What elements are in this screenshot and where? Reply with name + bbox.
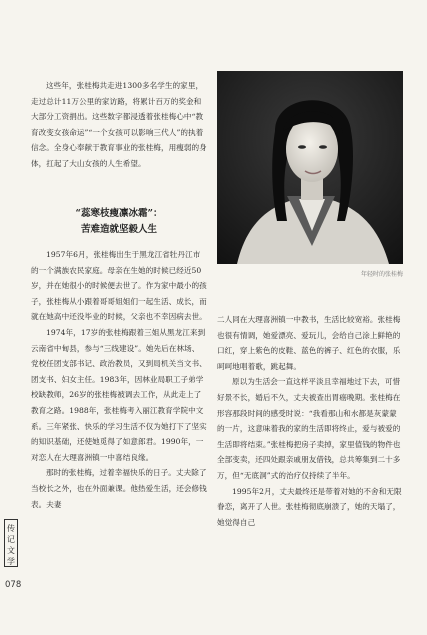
photo-caption: 年轻时的张桂梅 <box>360 271 403 278</box>
paragraph: 1957年6月，张桂梅出生于黑龙江省牡丹江市的一个满族农民家庭。母亲在生她的时候已经近50岁，并在她很小的时候便去世了。作为家中最小的孩子，张桂梅从小跟着哥哥姐姐们一起生活、成长，而就在她高中还没毕业的时候，父亲也不幸因病去世。 <box>31 250 207 322</box>
paragraph: 那时的张桂梅，过着幸福快乐的日子。丈夫除了当校长之外，也在外面兼课。他热爱生活，还会修钱表。夫妻 <box>31 468 207 509</box>
section-label-char: 学 <box>7 557 15 566</box>
right-column <box>217 312 403 530</box>
section-heading-line-1: “蕊寒枝瘦凛冰霜”： <box>75 208 163 219</box>
section-label <box>4 519 18 567</box>
intro-paragraph: 这些年，张桂梅共走进1300多名学生的家里，走过总计11万公里的家访路，将累计百万的奖金和大部分工资捐出。这些数字都浸透着张桂梅心中“教育改变女孩命运”“一个女孩可以影响三代人”的执着信念。全身心奉献于教育事业的张桂梅，用瘦弱的身体，扛起了大山女孩的人生希望。 <box>31 81 207 168</box>
section-heading-line-2: 苦难造就坚毅人生 <box>80 224 157 235</box>
paragraph: 原以为生活会一直这样平淡且幸福地过下去，可惜好景不长，婚后不久，丈夫被查出胃癌晚期。张桂梅在形容那段时间的感受时说：“我看那山和水都是灰蒙蒙的一片，这意味着我的家的生活即将终止，爱与被爱的生活即将结束。”张桂梅把房子卖掉，家里值钱的物件也全部变卖，还四处跟亲戚朋友借钱，总共筹集到二十多万，但“无底洞”式的治疗仅持续了半年。 <box>217 377 401 480</box>
left-column <box>31 247 207 512</box>
section-heading <box>31 206 207 238</box>
page-number: 078 <box>5 580 22 590</box>
section-label-char: 记 <box>7 535 15 544</box>
paragraph: 二人同在大理喜洲镇一中教书，生活比较宽裕。张桂梅也很有情调，她爱漂亮、爱玩儿，会给自己涂上鲜艳的口红，穿上紫色的皮鞋、蓝色的裤子、红色的衣服，乐呵呵地唱着歌，跳起舞。 <box>217 315 401 371</box>
portrait-photo <box>217 71 403 264</box>
section-label-char: 文 <box>7 546 15 555</box>
paragraph: 1974年，17岁的张桂梅跟着三姐从黑龙江来到云南省中甸县，参与“三线建设”。她先后在林场、党校任团支部书记、政治教员，又到局机关当文书、团支书、妇女主任。1983年，因林业局职工子弟学校缺教师，26岁的张桂梅被调去工作，从此走上了教育之路。1988年，张桂梅考入丽江教育学院中文系。三年紧张、快乐的学习生活不仅为她打下了坚实的知识基础，还使她觅得了如意郎君。1990年，一对恋人在大理喜洲镇一中喜结良缘。 <box>31 327 207 462</box>
paragraph: 1995年2月，丈夫最终还是带着对她的不舍和无限眷恋，离开了人世。张桂梅彻底崩溃了，她的天塌了，她觉得自己 <box>217 486 402 527</box>
section-label-char: 传 <box>7 524 15 533</box>
